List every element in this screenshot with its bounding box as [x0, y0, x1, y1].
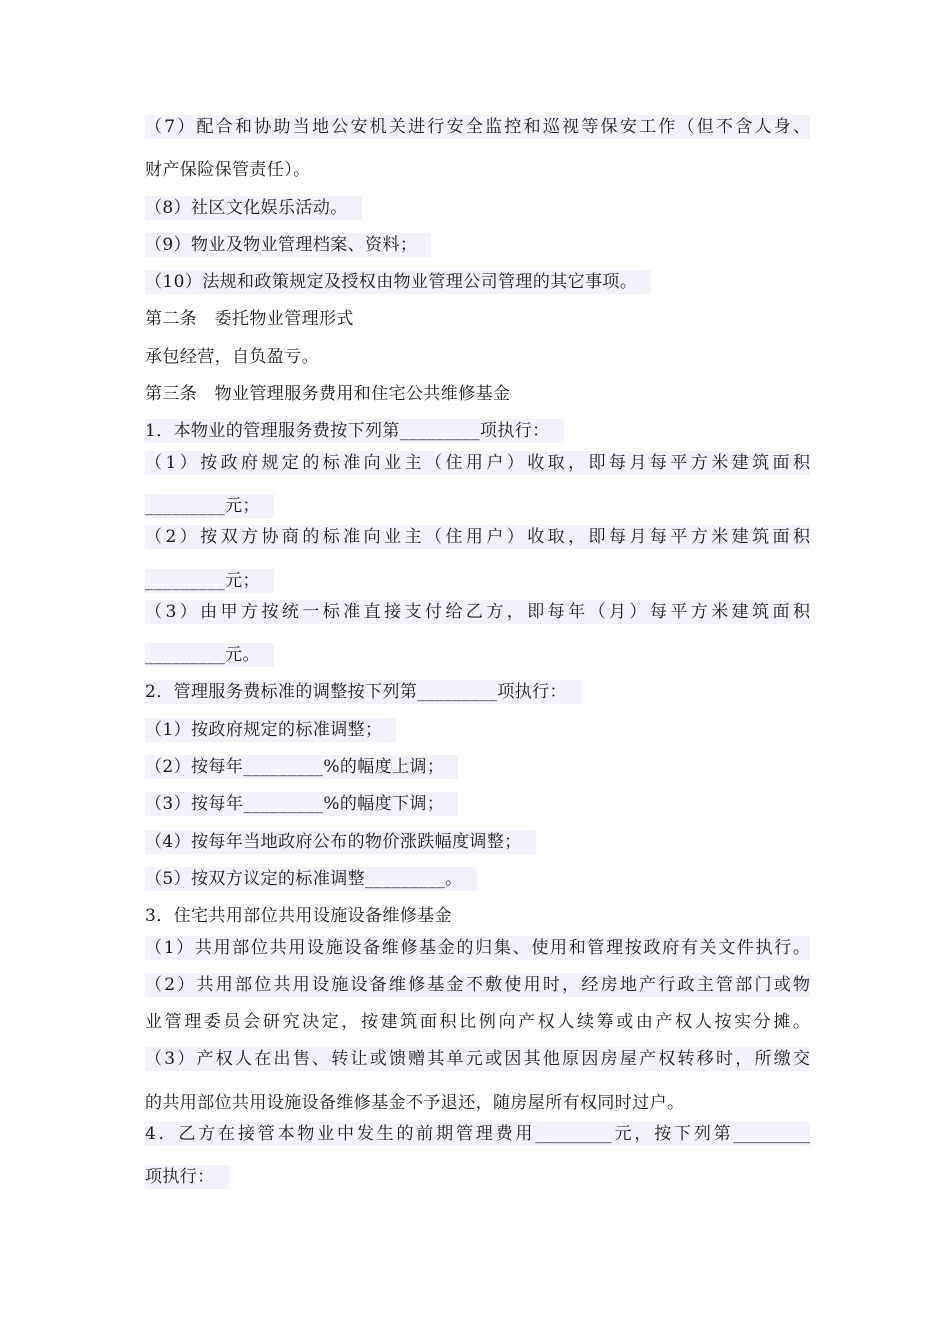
clause-line — [145, 115, 810, 152]
clause-line — [145, 1085, 810, 1122]
clause-line — [145, 973, 810, 1010]
clause-line — [145, 861, 810, 898]
line-text: 承包经营，自负盈亏。 — [145, 346, 319, 367]
line-text: （3）由甲方按统一标准直接支付给乙方，即每年（月）每平方米建筑面积 — [145, 601, 810, 622]
line-text: _________元。 — [145, 643, 274, 667]
line-text: （1）按政府规定的标准调整； — [145, 718, 396, 742]
line-text: 1．本物业的管理服务费按下列第_________项执行： — [145, 419, 564, 443]
clause-line — [145, 152, 810, 189]
clause-line — [145, 563, 810, 600]
line-text: （3）产权人在出售、转让或馈赠其单元或因其他原因房屋产权转移时，所缴交 — [145, 1049, 810, 1070]
line-text: （4）按每年当地政府公布的物价涨跌幅度调整； — [145, 830, 536, 854]
clause-line — [145, 190, 810, 227]
clause-line — [145, 637, 810, 674]
line-text: _________元； — [145, 569, 274, 593]
clause-line — [145, 413, 810, 450]
line-text: 3．住宅共用部位共用设施设备维修基金 — [145, 906, 453, 927]
line-text: 第二条 委托物业管理形式 — [145, 309, 354, 330]
line-text: （7）配合和协助当地公安机关进行安全监控和巡视等保安工作（但不含人身、 — [145, 117, 810, 137]
section-heading — [145, 376, 810, 413]
clause-line — [145, 488, 810, 525]
section-heading — [145, 301, 810, 338]
section-heading — [145, 898, 810, 935]
clause-line — [145, 600, 810, 637]
clause-line — [145, 749, 810, 786]
line-text: _________元； — [145, 494, 274, 518]
clause-line — [145, 1010, 810, 1047]
clause-line — [145, 1122, 810, 1159]
line-text: （9）物业及物业管理档案、资料； — [145, 233, 431, 257]
line-text: 第三条 物业管理服务费用和住宅公共维修基金 — [145, 384, 511, 405]
clause-line — [145, 339, 810, 376]
line-text: （5）按双方议定的标准调整_________。 — [145, 867, 477, 891]
line-text: （8）社区文化娱乐活动。 — [145, 196, 362, 220]
line-text: 业管理委员会研究决定，按建筑面积比例向产权人续筹或由产权人按实分摊。 — [145, 1012, 810, 1033]
contract-body — [145, 115, 810, 1197]
clause-line — [145, 227, 810, 264]
line-text: （2）按每年_________%的幅度上调； — [145, 755, 458, 779]
line-text: 财产保险保管责任）。 — [145, 160, 311, 181]
clause-line — [145, 824, 810, 861]
line-text: （2）按双方协商的标准向业主（住用户）收取，即每月每平方米建筑面积 — [145, 527, 810, 548]
line-text: （1）共用部位共用设施设备维修基金的归集、使用和管理按政府有关文件执行。 — [145, 937, 810, 958]
line-text: 2．管理服务费标准的调整按下列第_________项执行： — [145, 680, 581, 704]
line-text: 项执行： — [145, 1165, 229, 1189]
clause-line — [145, 1159, 810, 1196]
clause-line — [145, 936, 810, 973]
line-text: （3）按每年_________%的幅度下调； — [145, 792, 458, 816]
line-text: （1）按政府规定的标准向业主（住用户）收取，即每月每平方米建筑面积 — [145, 452, 810, 473]
clause-line — [145, 264, 810, 301]
line-text: （2）共用部位共用设施设备维修基金不敷使用时，经房地产行政主管部门或物 — [145, 974, 810, 995]
clause-line — [145, 1047, 810, 1084]
line-text: 4．乙方在接管本物业中发生的前期管理费用_________元，按下列第_________ — [145, 1124, 810, 1145]
clause-line — [145, 525, 810, 562]
clause-line — [145, 451, 810, 488]
clause-line — [145, 786, 810, 823]
clause-line — [145, 674, 810, 711]
line-text: 的共用部位共用设施设备维修基金不予退还，随房屋所有权同时过户。 — [145, 1092, 685, 1113]
clause-line — [145, 712, 810, 749]
line-text: （10）法规和政策规定及授权由物业管理公司管理的其它事项。 — [145, 270, 651, 294]
